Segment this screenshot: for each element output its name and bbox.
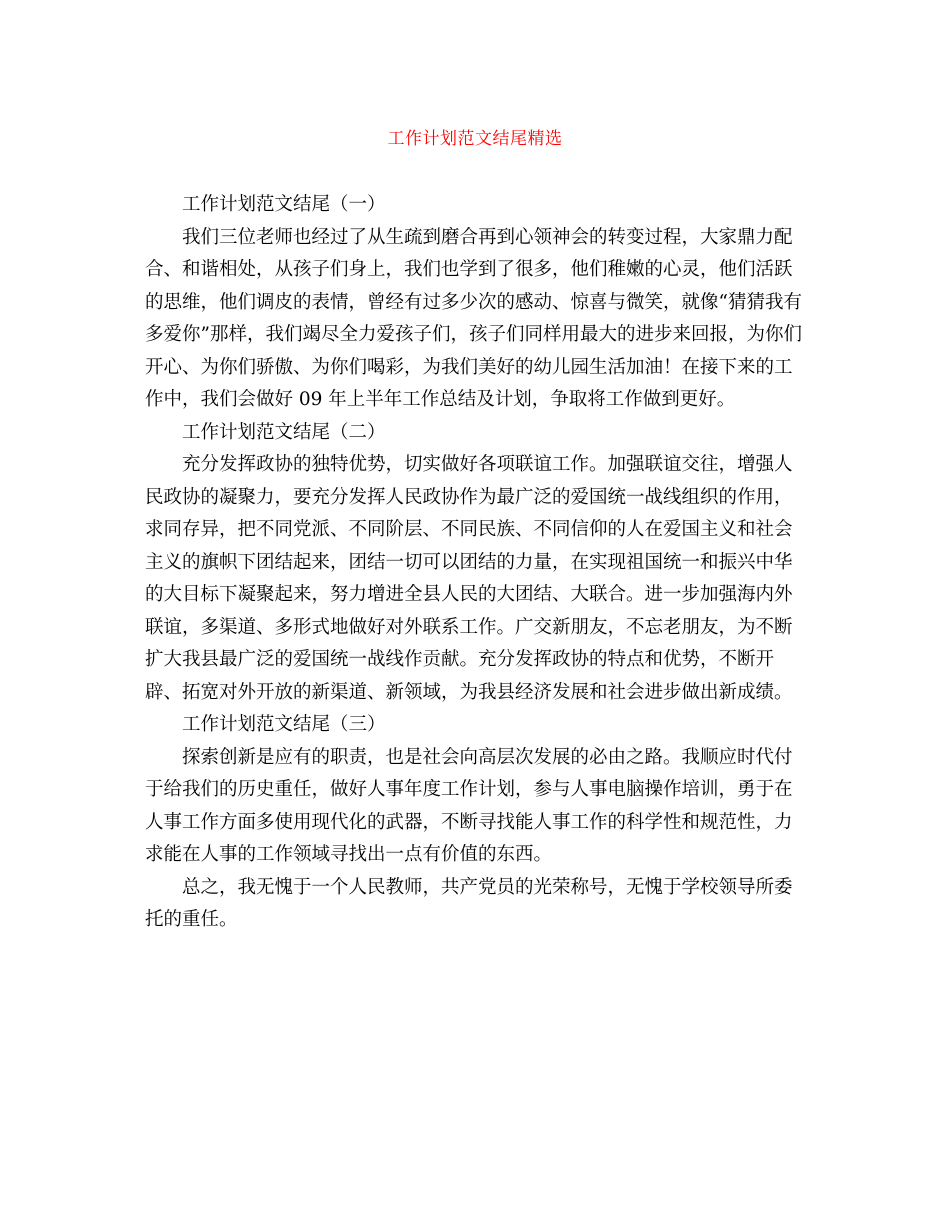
paragraph-line: 主义的旗帜下团结起来，团结一切可以团结的力量，在实现祖国统一和振兴中华 xyxy=(145,551,793,573)
paragraph-line: 的思维，他们调皮的表情，曾经有过多少次的感动、惊喜与微笑，就像“猜猜我有 xyxy=(145,291,802,313)
paragraph-line: 联谊，多渠道、多形式地做好对外联系工作。广交新朋友，不忘老朋友，为不断 xyxy=(145,616,793,638)
paragraph-line: 我们三位老师也经过了从生疏到磨合再到心领神会的转变过程，大家鼎力配 xyxy=(182,226,793,248)
paragraph-line: 人事工作方面多使用现代化的武器，不断寻找能人事工作的科学性和规范性，力 xyxy=(145,811,793,833)
section-3 xyxy=(145,709,805,872)
paragraph-line: 多爱你”那样，我们竭尽全力爱孩子们，孩子们同样用最大的进步来回报，为你们 xyxy=(145,324,802,345)
section-heading: 工作计划范文结尾（一） xyxy=(182,194,386,215)
paragraph-line: 的大目标下凝聚起来，努力增进全县人民的大团结、大联合。进一步加强海内外 xyxy=(145,584,793,605)
paragraph-line: 民政协的凝聚力，要充分发挥人民政协作为最广泛的爱国统一战线组织的作用， xyxy=(145,486,793,508)
paragraph-line: 探索创新是应有的职责，也是社会向高层次发展的必由之路。我顺应时代付 xyxy=(182,746,793,768)
document-body xyxy=(145,189,805,937)
paragraph-line: 求能在人事的工作领域寻找出一点有价值的东西。 xyxy=(145,844,553,865)
closing-paragraph xyxy=(145,872,805,937)
section-heading: 工作计划范文结尾（二） xyxy=(182,421,386,443)
section-1 xyxy=(145,189,805,417)
section-heading: 工作计划范文结尾（三） xyxy=(182,714,386,735)
paragraph-line: 合、和谐相处，从孩子们身上，我们也学到了很多，他们稚嫩的心灵，他们活跃 xyxy=(145,259,793,280)
paragraph-line: 作中，我们会做好 09 年上半年工作总结及计划，争取将工作做到更好。 xyxy=(145,389,736,410)
paragraph-line: 求同存异，把不同党派、不同阶层、不同民族、不同信仰的人在爱国主义和社会 xyxy=(145,519,793,540)
paragraph-line: 托的重任。 xyxy=(145,909,238,930)
paragraph-line: 总之，我无愧于一个人民教师，共产党员的光荣称号，无愧于学校领导所委 xyxy=(182,876,793,898)
paragraph-line: 扩大我县最广泛的爱国统一战线作贡献。充分发挥政协的特点和优势，不断开 xyxy=(145,649,775,670)
section-2 xyxy=(145,417,805,710)
paragraph-line: 于给我们的历史重任，做好人事年度工作计划，参与人事电脑操作培训，勇于在 xyxy=(145,779,793,800)
document-title: 工作计划范文结尾精选 xyxy=(387,129,563,149)
paragraph-line: 充分发挥政协的独特优势，切实做好各项联谊工作。加强联谊交往，增强人 xyxy=(182,454,793,475)
paragraph-line: 开心、为你们骄傲、为你们喝彩，为我们美好的幼儿园生活加油！在接下来的工 xyxy=(145,356,793,378)
paragraph-line: 辟、拓宽对外开放的新渠道、新领域，为我县经济发展和社会进步做出新成绩。 xyxy=(145,681,793,703)
